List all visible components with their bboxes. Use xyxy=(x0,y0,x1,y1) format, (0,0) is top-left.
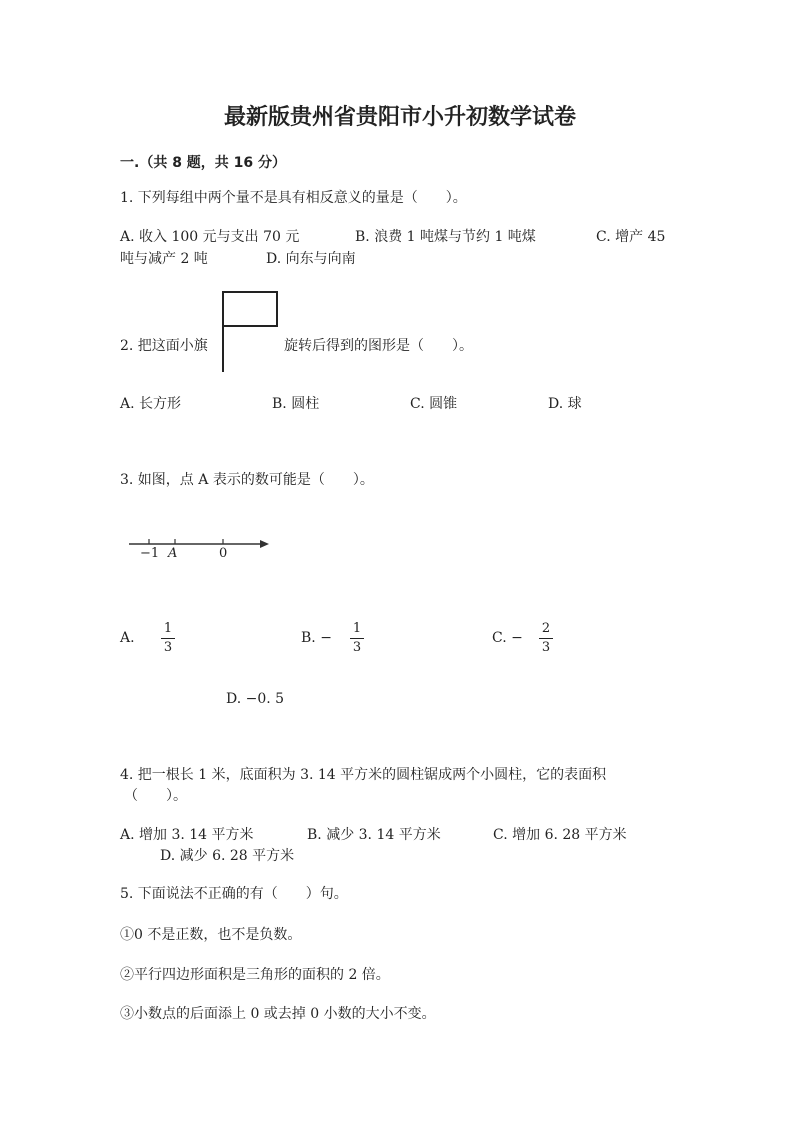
number-line-arrow xyxy=(260,540,269,548)
q4-stem-line1: 4. 把一根长 1 米，底面积为 3. 14 平方米的圆柱锯成两个小圆柱，它的表面积 xyxy=(120,767,607,783)
q2-option-b: B. 圆柱 xyxy=(272,396,320,412)
q4-option-d: D. 减少 6. 28 平方米 xyxy=(160,848,295,864)
q4-option-a: A. 增加 3. 14 平方米 xyxy=(120,827,254,843)
q1-option-d: D. 向东与向南 xyxy=(266,251,356,267)
q3-stem: 3. 如图，点 A 表示的数可能是（ ）。 xyxy=(120,472,374,488)
q3-option-a-fraction xyxy=(161,622,175,655)
q3-b-denominator: 3 xyxy=(352,640,362,655)
flag-figure xyxy=(218,290,282,374)
q4-stem-line2: （ ）。 xyxy=(124,788,187,804)
q3-b-fraction-bar xyxy=(350,638,364,639)
q3-option-b-fraction xyxy=(350,622,364,655)
q3-b-numerator: 1 xyxy=(352,621,362,636)
q4-option-b: B. 减少 3. 14 平方米 xyxy=(307,827,441,843)
q2-stem-after: 旋转后得到的图形是（ ）。 xyxy=(284,338,473,354)
q2-option-c: C. 圆锥 xyxy=(410,396,458,412)
q2-option-a: A. 长方形 xyxy=(120,396,182,412)
page-title: 最新版贵州省贵阳市小升初数学试卷 xyxy=(223,105,576,130)
flag-cloth xyxy=(223,292,277,326)
q1-option-c-line1: C. 增产 45 xyxy=(596,229,666,245)
q1-option-c-line2: 吨与减产 2 吨 xyxy=(120,251,208,267)
q3-a-denominator: 3 xyxy=(163,640,173,655)
q5-stem: 5. 下面说法不正确的有（ ）句。 xyxy=(120,886,348,902)
q3-option-c-label: C. − xyxy=(492,630,523,646)
q3-a-numerator: 1 xyxy=(163,621,173,636)
q3-c-fraction-bar xyxy=(539,638,553,639)
section-heading: 一.（共 8 题，共 16 分） xyxy=(120,155,287,171)
q2-option-d: D. 球 xyxy=(548,396,582,412)
q3-option-d: D. −0. 5 xyxy=(226,691,285,707)
q3-c-numerator: 2 xyxy=(541,621,551,636)
q3-a-fraction-bar xyxy=(161,638,175,639)
label-zero: 0 xyxy=(219,546,228,561)
q2-stem-before: 2. 把这面小旗 xyxy=(120,338,208,354)
q1-option-b: B. 浪费 1 吨煤与节约 1 吨煤 xyxy=(355,229,536,245)
q3-c-denominator: 3 xyxy=(541,640,551,655)
q3-option-a-label: A. xyxy=(120,630,135,646)
q1-option-a: A. 收入 100 元与支出 70 元 xyxy=(120,229,300,245)
q1-stem: 1. 下列每组中两个量不是具有相反意义的量是（ ）。 xyxy=(120,190,467,206)
q4-option-c: C. 增加 6. 28 平方米 xyxy=(493,827,627,843)
q5-statement-1: ①0 不是正数，也不是负数。 xyxy=(120,927,302,943)
q5-statement-2: ②平行四边形面积是三角形的面积的 2 倍。 xyxy=(120,967,390,983)
q3-option-c-fraction xyxy=(539,622,553,655)
q5-statement-3: ③小数点的后面添上 0 或去掉 0 小数的大小不变。 xyxy=(120,1006,436,1022)
label-minus-one: −1 xyxy=(140,546,160,561)
q3-option-b-label: B. − xyxy=(301,630,332,646)
label-point-a: A xyxy=(168,546,178,561)
